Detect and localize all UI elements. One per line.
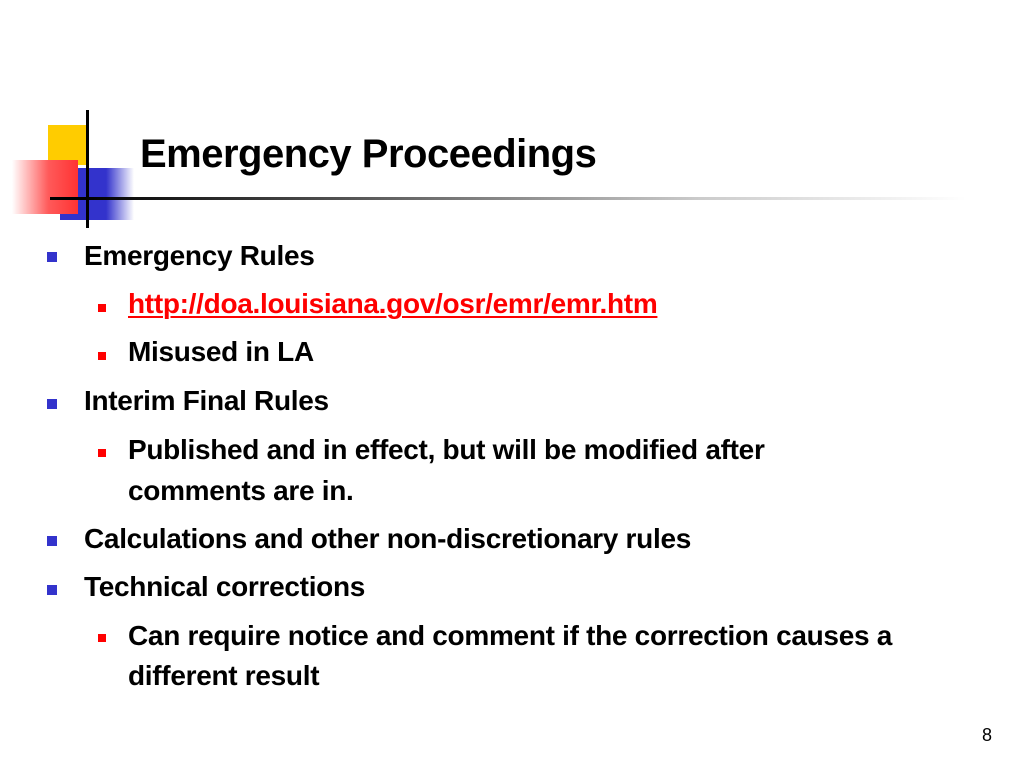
bullet-marker-level2 [98, 304, 106, 312]
bullet-item-published: Published and in effect, but will be modified after [128, 434, 765, 465]
emr-link[interactable]: http://doa.louisiana.gov/osr/emr/emr.htm [128, 288, 658, 319]
red-square-decoration [12, 160, 78, 214]
bullet-item-can-require-notice-continuation: different result [128, 660, 320, 691]
bullet-marker-level1 [47, 536, 57, 546]
bullet-item-misused-in-la: Misused in LA [128, 336, 314, 367]
bullet-marker-level1 [47, 585, 57, 595]
title-underline-rule [86, 197, 966, 200]
bullet-item-technical-corrections: Technical corrections [84, 571, 366, 602]
decorative-logo-squares [0, 0, 140, 240]
bullet-item-published-continuation: comments are in. [128, 475, 354, 506]
bullet-item-emergency-rules: Emergency Rules [84, 240, 315, 271]
yellow-square-decoration [48, 125, 88, 165]
blue-square-decoration [72, 168, 134, 220]
bullet-item-calculations: Calculations and other non-discretionary rules [84, 523, 691, 554]
bullet-marker-level1 [47, 252, 57, 262]
bullet-item-interim-final-rules: Interim Final Rules [84, 385, 329, 416]
bullet-marker-level2 [98, 449, 106, 457]
bullet-marker-level1 [47, 399, 57, 409]
page-number: 8 [981, 725, 992, 745]
vertical-rule [86, 110, 89, 228]
bullet-marker-level2 [98, 352, 106, 360]
bullet-item-can-require-notice: Can require notice and comment if the correction causes a [128, 620, 893, 651]
slide-title: Emergency Proceedings [140, 132, 597, 176]
bullet-marker-level2 [98, 634, 106, 642]
